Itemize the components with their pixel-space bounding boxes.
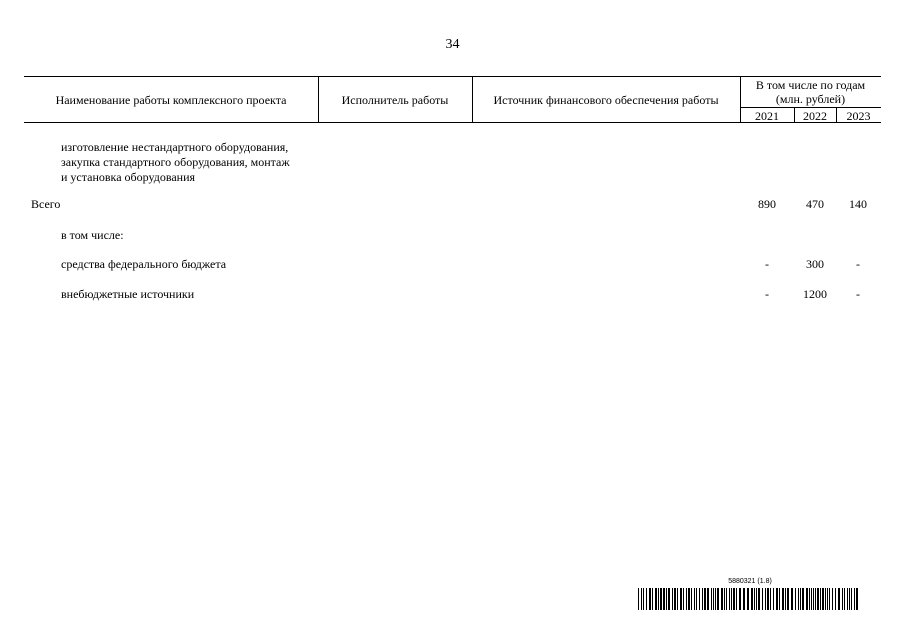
work-description-line-2: закупка стандартного оборудования, монтаж (61, 155, 290, 169)
table-top-border (24, 76, 881, 77)
page-number: 34 (445, 37, 460, 52)
header-years-group (740, 78, 881, 106)
work-description (61, 140, 290, 185)
extrabudgetary-label: внебюджетные источники (61, 287, 195, 301)
barcode (638, 588, 860, 610)
header-years-group-line1: В том числе по годам (755, 78, 866, 92)
header-year-2021: 2021 (755, 109, 779, 123)
federal-budget-2023: - (856, 257, 860, 271)
work-description-line-3: и установка оборудования (61, 170, 196, 184)
header-funding-source: Источник финансового обеспечения работы (493, 93, 719, 107)
barcode-caption: 5880321 (1.8) (728, 578, 772, 585)
extrabudgetary-2022: 1200 (803, 287, 827, 301)
federal-budget-2022: 300 (806, 257, 824, 271)
total-label: Всего (31, 197, 61, 211)
header-year-2023: 2023 (846, 109, 871, 123)
total-2021: 890 (758, 197, 776, 211)
extrabudgetary-2023: - (856, 287, 860, 301)
work-description-line-1: изготовление нестандартного оборудования, (61, 140, 289, 154)
including-label: в том числе: (61, 228, 124, 242)
federal-budget-2021: - (765, 257, 769, 271)
header-work-name: Наименование работы комплексного проекта (55, 93, 287, 107)
extrabudgetary-2021: - (765, 287, 769, 301)
total-2022: 470 (806, 197, 824, 211)
header-executor: Исполнитель работы (341, 93, 449, 107)
total-2023: 140 (849, 197, 867, 211)
header-years-group-line2: (млн. рублей) (775, 92, 846, 106)
federal-budget-label: средства федерального бюджета (61, 257, 227, 271)
years-subheader-border (740, 107, 881, 108)
header-year-2022: 2022 (803, 109, 827, 123)
